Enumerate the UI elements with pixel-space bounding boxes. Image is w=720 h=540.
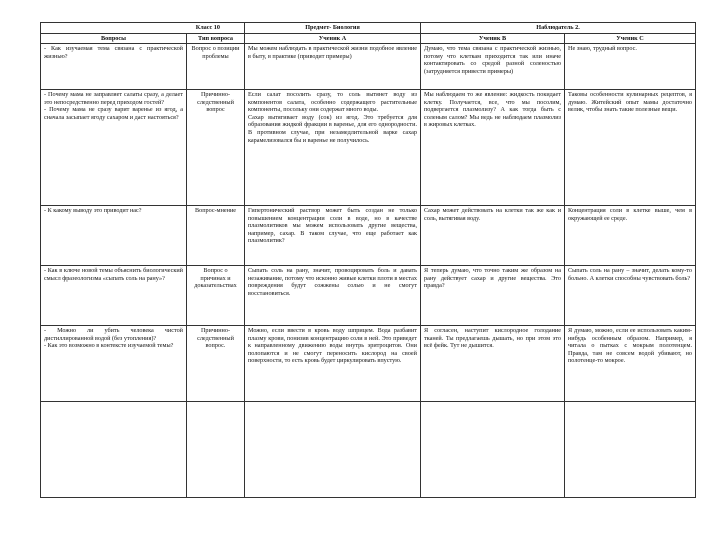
student-a-cell: Гипертонический раствор может быть создан не только повышением концентрации соли в воде, но в качестве плазмолитиков мы можем использовать другие вещества, например, сахар. В таком случае, что еще работает как плазмолитик? <box>245 206 421 266</box>
student-a-cell: Мы можем наблюдать в практической жизни подобное явление в быту, в практике (приводит примеры) <box>245 44 421 90</box>
type-cell: Вопрос-мнение <box>187 206 245 266</box>
student-c-cell: Сыпать соль на рану – значит, делать кому-то больно. А клетки способны чувствовать боль? <box>565 266 696 326</box>
empty-cell <box>245 402 421 498</box>
empty-cell <box>187 402 245 498</box>
question-cell: - Как изучаемая тема связана с практической жизнью? <box>41 44 187 90</box>
student-b-cell: Мы наблюдаем то же явление: жидкость покидает клетку. Получается, все, что мы посолим, подвергается плазмолизу? А как тогда быть с соленым салом? Мы ведь не наблюдаем плазмолиз в жировых клетках. <box>421 90 565 206</box>
type-cell: Причинно-следственный вопрос. <box>187 326 245 402</box>
type-cell: Причинно-следственный вопрос <box>187 90 245 206</box>
student-b-cell: Думаю, что тема связана с практической жизнью, потому что клеткам приходится так или иначе контактировать со средой разной соленостью (затрудняется привести примеры) <box>421 44 565 90</box>
table-row <box>41 206 696 266</box>
empty-cell <box>565 402 696 498</box>
col-question-type: Тип вопроса <box>187 33 245 44</box>
col-student-c: Ученик C <box>565 33 696 44</box>
table-row <box>41 44 696 90</box>
student-b-cell: Я теперь думаю, что точно таким же образом на рану действует сахар и другие вещества. Это правда? <box>421 266 565 326</box>
empty-row <box>41 402 696 498</box>
question-cell: - Почему мама не заправляет салаты сразу, а делает это непосредственно перед приходом гостей? - Почему мама не сразу варит варенье из ягод, а сначала засыпает ягоду сахаром и даст настояться? <box>41 90 187 206</box>
question-cell: - Как в ключе новой темы объяснить биологический смысл фразеологизма «сыпать соль на рану»? <box>41 266 187 326</box>
student-c-cell: Я думаю, можно, если ее использовать каким-нибудь особенным образом. Например, я читала о пытках с мокрым полотенцем. Правда, там не совсем водой убивают, но полотенце-то мокрое. <box>565 326 696 402</box>
document-sheet <box>40 22 695 498</box>
col-questions: Вопросы <box>41 33 187 44</box>
question-cell: - К какому выводу это приводит нас? <box>41 206 187 266</box>
type-cell: Вопрос о причинах и доказательствах <box>187 266 245 326</box>
student-a-cell: Сыпать соль на рану, значит, провоцировать боль и давать незаживание, потому что исконно живые клетки плоти в местах повреждения будут сожжены солью и не смогут восстановиться. <box>245 266 421 326</box>
student-b-cell: Я согласен, наступит кислородное голодание тканей. Ты предлагаешь дышать, но при этом это всё фейк. Тут не дышится. <box>421 326 565 402</box>
table-row <box>41 90 696 206</box>
student-c-cell: Не знаю, трудный вопрос. <box>565 44 696 90</box>
table-row <box>41 326 696 402</box>
observer-cell: Наблюдатель 2. <box>421 23 696 34</box>
student-c-cell: Таковы особенности кулинарных рецептов, я думаю. Житейский опыт мамы достаточно велик, чтобы знать такие полезные вещи. <box>565 90 696 206</box>
type-cell: Вопрос о позиции проблемы <box>187 44 245 90</box>
col-student-b: Ученик B <box>421 33 565 44</box>
col-student-a: Ученик A <box>245 33 421 44</box>
student-b-cell: Сахар может действовать на клетки так же как и соль, вытягивая воду. <box>421 206 565 266</box>
grade-cell: Класс 10 <box>41 23 245 34</box>
table-row <box>41 266 696 326</box>
student-a-cell: Можно, если ввести в кровь воду шприцем. Вода разбавит плазму крови, понизив концентрацию соли в ней. Это приведет к направленному движению воды внутрь эритроцитов. Они полопаются и не смогут переносить кислород на своей поверхности, то есть кровь будет циркулировать впустую. <box>245 326 421 402</box>
empty-cell <box>41 402 187 498</box>
header-row <box>41 23 696 34</box>
student-a-cell: Если салат посолить сразу, то соль вытянет воду из компонентов салата, особенно содержащего растительные компоненты, посольку они содержат много воды. Сахар вытягивает воду (сок) из ягод. Это требуется для образования жидкой фракции в варенье, для его однородности. В противном случае, при незамедлительной варке сахар карамелизовался бы и варенье не получилось. <box>245 90 421 206</box>
student-c-cell: Концентрация соли в клетке выше, чем в окружающей ее среде. <box>565 206 696 266</box>
subject-cell: Предмет- Биология <box>245 23 421 34</box>
question-cell: - Можно ли убить человека чистой дистиллированной водой (без утопления)? - Как это возможно в контексте изучаемой темы? <box>41 326 187 402</box>
observation-table <box>40 22 696 498</box>
empty-cell <box>421 402 565 498</box>
column-headers <box>41 33 696 44</box>
